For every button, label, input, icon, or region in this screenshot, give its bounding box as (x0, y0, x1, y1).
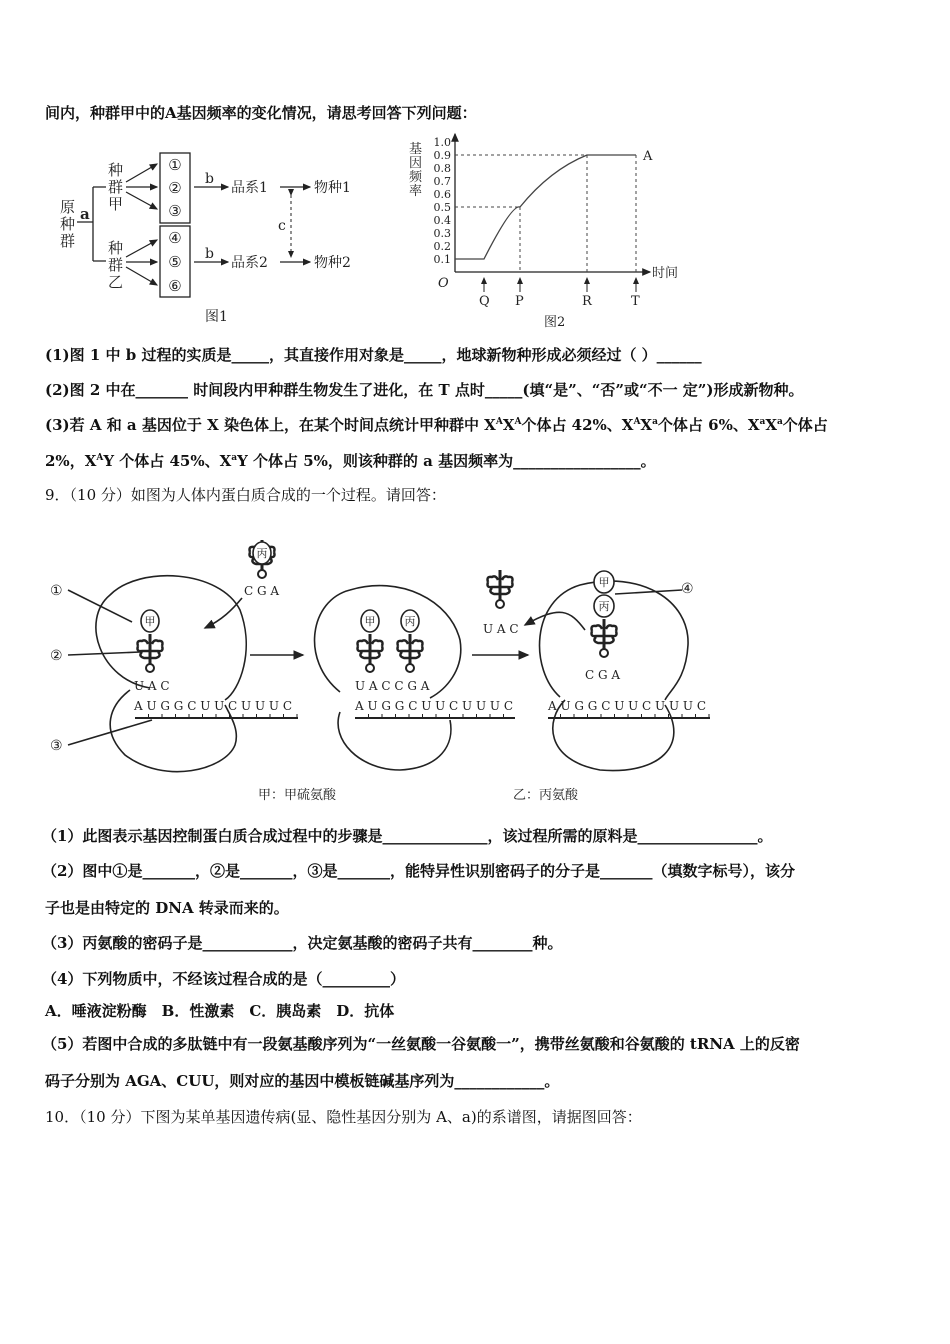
frequency-curve (455, 155, 636, 259)
legend-yi: 乙：丙氨酸 (513, 788, 579, 803)
anticodon: C G A (244, 584, 280, 598)
x-axis-label: 时间 (652, 266, 679, 281)
label-a: a (80, 205, 90, 223)
species-2: 物种2 (314, 255, 351, 271)
q9-title: 9．（10 分）如图为人体内蛋白质合成的一个过程。请回答： (45, 486, 446, 504)
mrna-sequence: A U G G C U U C U U U C (355, 699, 514, 713)
intro-line: 间内，种群甲中的A基因频率的变化情况，请思考回答下列问题： (45, 104, 477, 122)
q8-part1: (1)图 1 中 b 过程的实质是_____，其直接作用对象是_____，地球新物种形成必须经过（ ）______ (45, 346, 702, 364)
figure-2-gene-frequency-chart (409, 134, 678, 330)
figure-1-speciation-diagram (60, 153, 351, 325)
q8-part3-cont: 2%，$X^AY$ 个体占 45%、$X^aY$ 个体占 5%，则该种群的 a 基因频率为_________________。 (45, 452, 656, 470)
q8-part2: (2)图 2 中在_______ 时间段内甲种群生物发生了进化，在 T 点时_____(填“是”、“否”或“不一 定”)形成新物种。 (45, 381, 804, 399)
label-b: b (205, 246, 214, 262)
q9-part2: （2）图中①是_______，②是_______，③是_______，能特异性识别密码子的分子是_______（填数字标号），该分 (42, 862, 795, 880)
q9-part4: （4）下列物质中，不经该过程合成的是（_________） (42, 970, 405, 988)
q10-title: 10．（10 分）下图为某单基因遗传病(显、隐性基因分别为 A、a)的系谱图，请据图回答： (45, 1108, 642, 1126)
circle-label: ⑤ (168, 253, 182, 271)
amino-acid-label: 丙 (404, 615, 416, 628)
amino-acid-label: 甲 (598, 576, 610, 589)
mrna-sequence: A U G G C U U C U U U C (548, 699, 707, 713)
q9-part5: （5）若图中合成的多肽链中有一段氨基酸序列为“一丝氨酸一谷氨酸一”，携带丝氨酸和谷氨酸的 tRNA 上的反密 (42, 1035, 800, 1053)
q9-part2-cont: 子也是由特定的 DNA 转录而来的。 (45, 899, 289, 917)
ylabel-char: 频 (409, 170, 423, 185)
strain-1: 品系1 (231, 180, 268, 196)
circle-label: ② (168, 179, 182, 197)
origin-char: 群 (60, 232, 76, 250)
pop-yi-char: 种 (108, 239, 124, 257)
x-tick-label: Q (479, 294, 490, 309)
ylabel-char: 率 (409, 184, 423, 199)
y-tick-label: 0.7 (433, 175, 451, 188)
y-tick-label: 0.1 (433, 253, 451, 266)
label-3: ③ (50, 738, 63, 754)
y-tick-label: 0.3 (433, 227, 451, 240)
figure-2-caption: 图2 (544, 315, 566, 330)
ylabel-char: 基 (409, 142, 423, 157)
x-tick-label: P (515, 294, 524, 309)
pop-jia-char: 种 (108, 161, 124, 179)
y-tick-label: 0.2 (433, 240, 451, 253)
translation-diagram (68, 540, 710, 772)
x-tick-label: T (631, 294, 640, 309)
origin-char: 种 (60, 215, 76, 233)
origin-char: 原 (60, 198, 76, 216)
anticodon: U A C (483, 622, 519, 636)
label-1: ① (50, 583, 63, 599)
circle-label: ③ (168, 202, 182, 220)
y-tick-label: 0.4 (433, 214, 451, 227)
amino-acid-label: 丙 (256, 547, 268, 560)
y-tick-label: 1.0 (433, 136, 451, 149)
q9-part4-options: A．唾液淀粉酶 B．性激素 C．胰岛素 D．抗体 (45, 1002, 395, 1020)
pop-jia-char: 群 (108, 178, 124, 196)
label-c: c (278, 218, 286, 234)
pop-yi-char: 乙 (108, 273, 124, 291)
ylabel-char: 因 (409, 156, 423, 171)
pop-yi-char: 群 (108, 256, 124, 274)
amino-acid-label: 丙 (598, 600, 610, 613)
legend-jia: 甲：甲硫氨酸 (258, 788, 337, 803)
amino-acid-label: 甲 (144, 615, 156, 628)
y-tick-label: 0.8 (433, 162, 451, 175)
anticodon: U A C (134, 679, 170, 693)
circle-label: ⑥ (168, 277, 182, 295)
label-4: ④ (681, 581, 694, 597)
q8-part3: (3)若 A 和 a 基因位于 X 染色体上，在某个时间点统计甲种群中 $X^AX^A$个体占 42%、$X^AX^a$个体占 6%、$X^aX^a$个体占 (45, 416, 828, 434)
q9-part5-cont: 码子分别为 AGA、CUU，则对应的基因中模板链碱基序列为____________。 (45, 1072, 560, 1090)
amino-acid-label: 甲 (364, 615, 376, 628)
y-tick-label: 0.9 (433, 149, 451, 162)
q9-part3: （3）丙氨酸的密码子是____________，决定氨基酸的密码子共有________种。 (42, 934, 563, 952)
figure-1-caption: 图1 (205, 309, 228, 325)
mrna-sequence: A U G G C U U C U U U C (134, 699, 293, 713)
anticodon: U A C C G A (355, 679, 430, 693)
strain-2: 品系2 (231, 255, 268, 271)
circle-label: ① (168, 156, 182, 174)
curve-label: A (643, 149, 653, 164)
y-tick-label: 0.5 (433, 201, 451, 214)
label-b: b (205, 171, 214, 187)
y-tick-label: 0.6 (433, 188, 451, 201)
pop-jia-char: 甲 (108, 195, 124, 213)
label-2: ② (50, 648, 63, 664)
species-1: 物种1 (314, 180, 351, 196)
q9-part1: （1）此图表示基因控制蛋白质合成过程中的步骤是______________，该过程所需的原料是________________。 (42, 827, 773, 845)
circle-label: ④ (168, 229, 182, 247)
anticodon: C G A (585, 668, 621, 682)
x-tick-label: R (582, 294, 592, 309)
origin-label: O (438, 276, 449, 291)
